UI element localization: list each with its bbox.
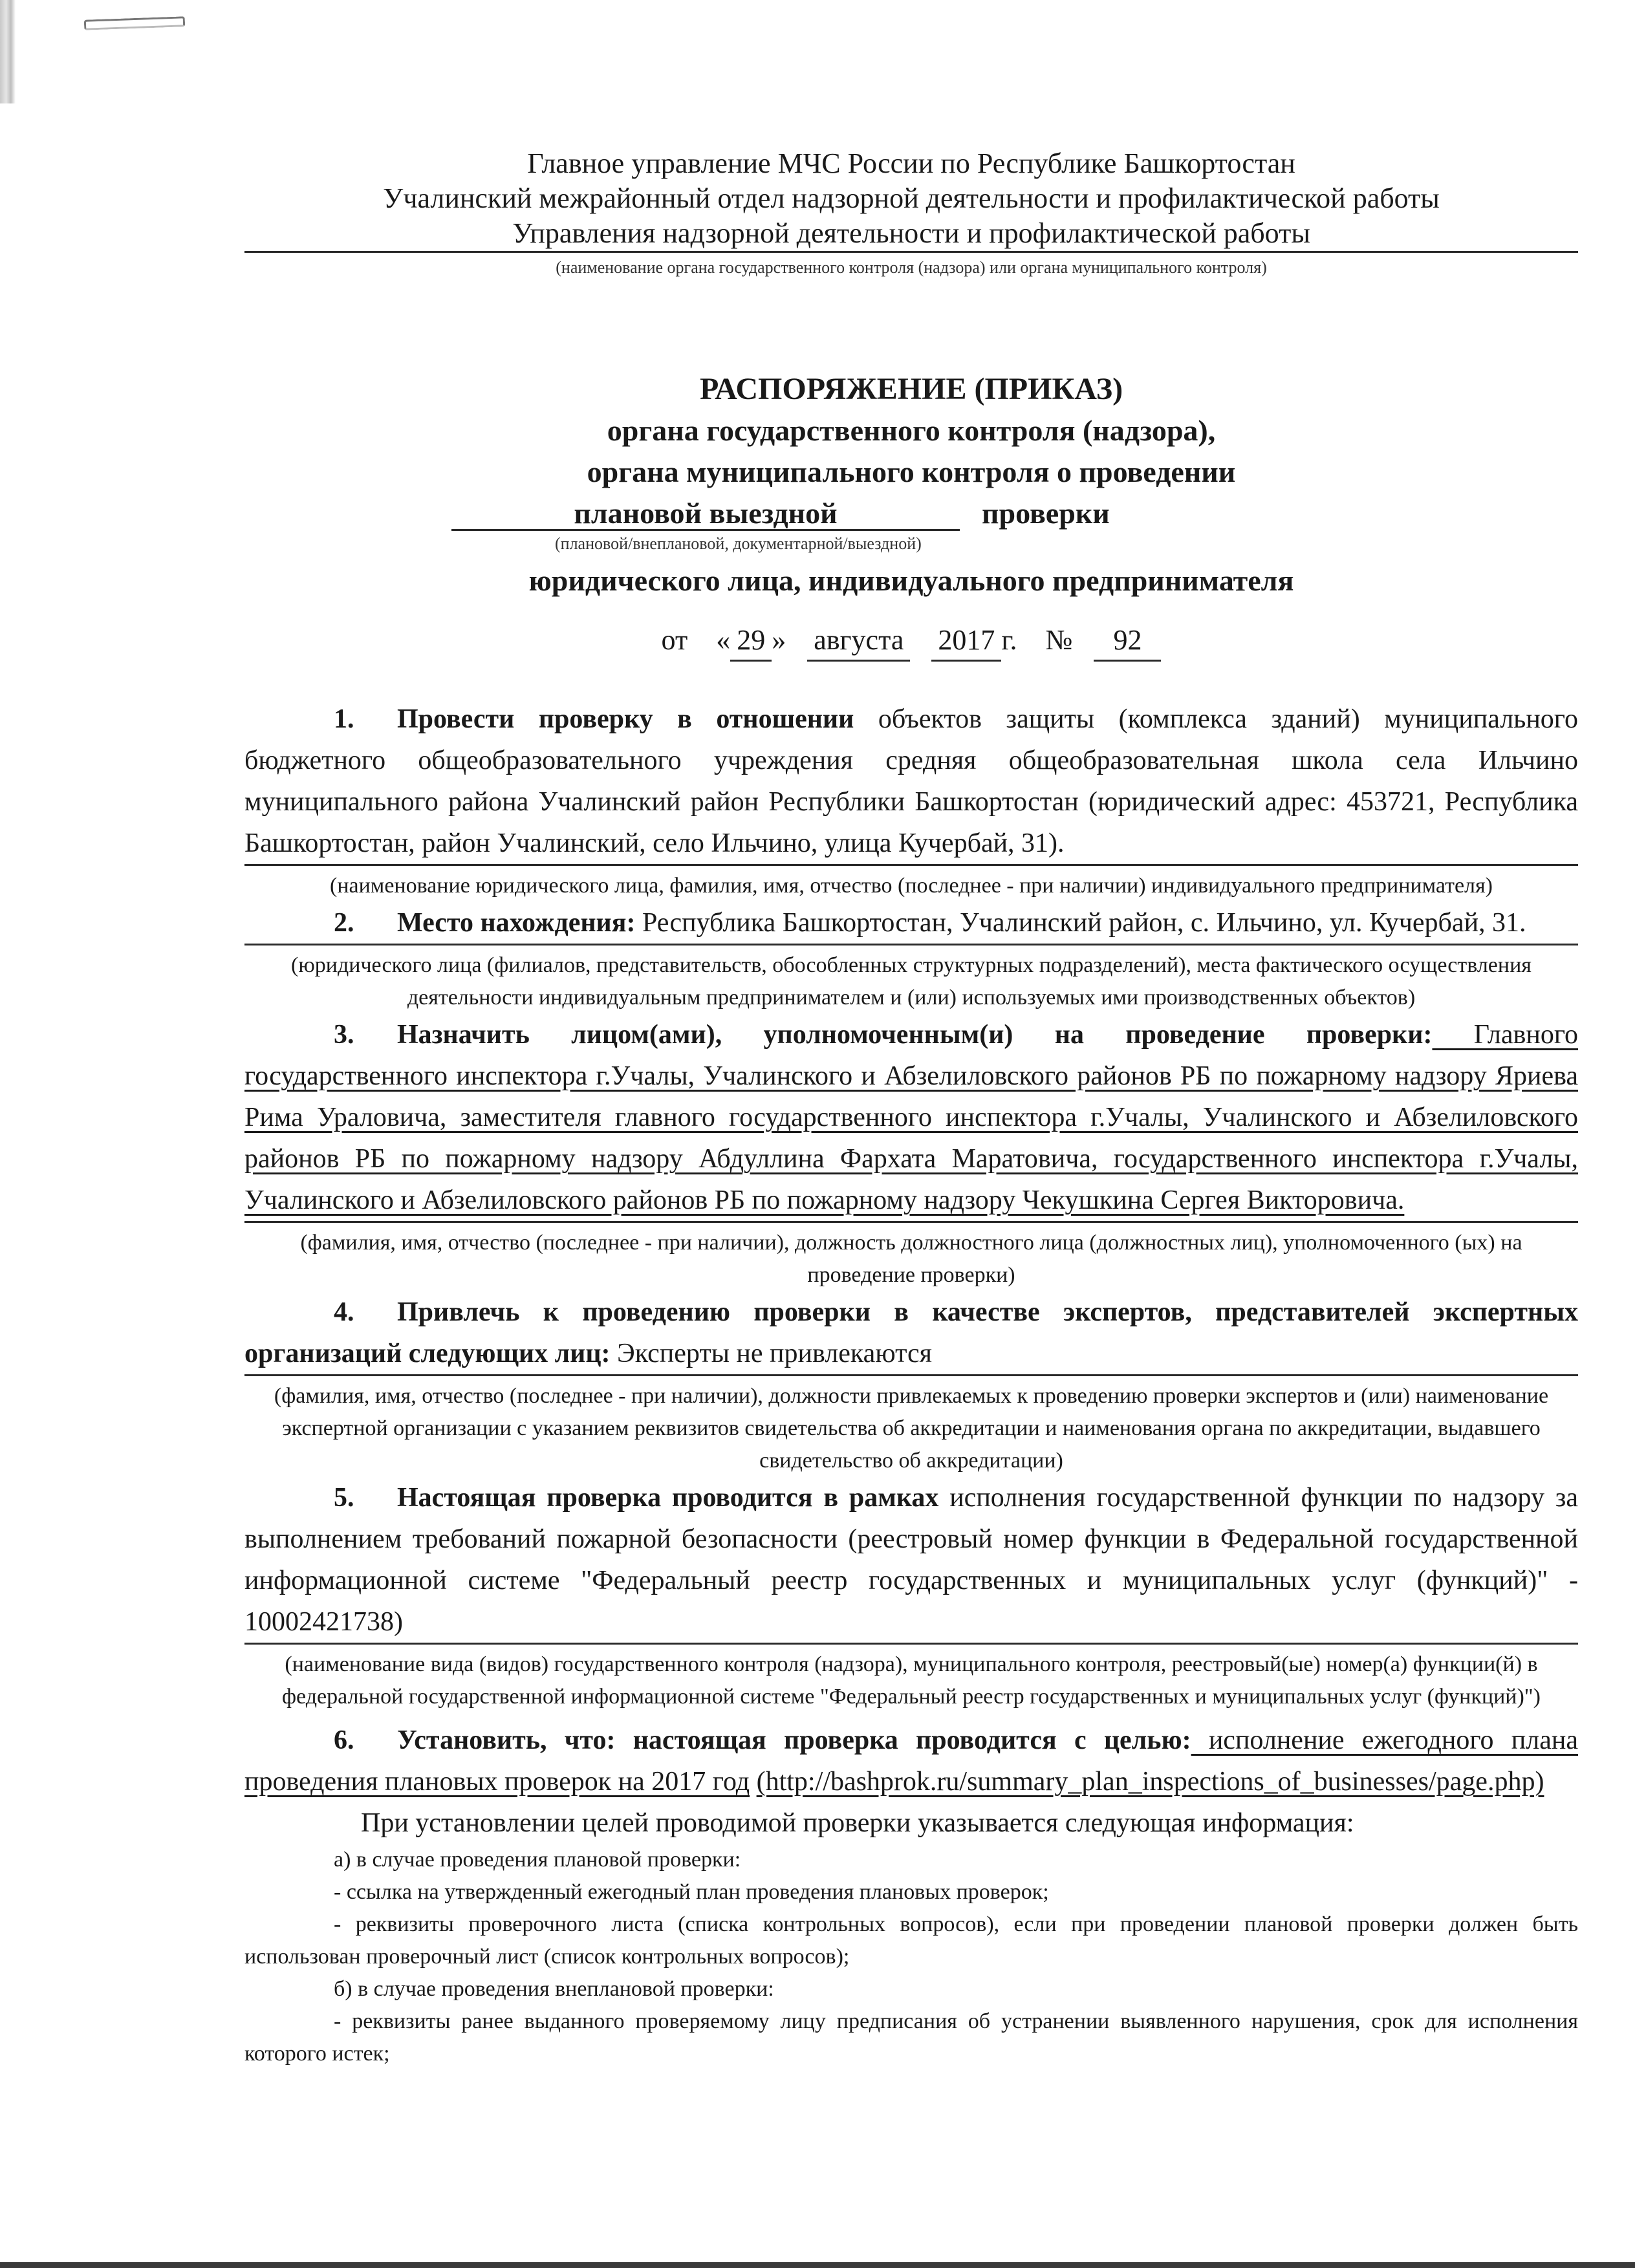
item-2-number: 2. <box>334 908 354 938</box>
item-3-caption: (фамилия, имя, отчество (последнее - при наличии), должность должностного лица (должностных лиц), уполномоченного (ых) на проведение проверки) <box>300 1231 1522 1287</box>
item-6 <box>244 1720 1578 1802</box>
document-title: РАСПОРЯЖЕНИЕ (ПРИКАЗ) <box>699 372 1123 406</box>
item-1-caption: (наименование юридического лица, фамилия, имя, отчество (последнее - при наличии) индивидуального предпринимателя) <box>330 874 1493 898</box>
order-body <box>244 698 1578 2070</box>
unplanned-case-label: б) в случае проведения внеплановой проверки: <box>334 1977 774 2001</box>
item-3-heading: Назначить лицом(ами), уполномоченным(и) на проведение проверки: <box>397 1020 1433 1050</box>
planned-case-label: а) в случае проведения плановой проверки: <box>334 1848 741 1872</box>
order-date-line <box>244 621 1578 662</box>
item-2-caption: (юридического лица (филиалов, представительств, обособленных структурных подразделений), места фактического осуществления деятельности индивидуальным предпринимателем и (или) используемых ими производственных объектов) <box>291 953 1532 1010</box>
item-6-heading: Установить, что: настоящая проверка проводится с целью: <box>397 1725 1191 1755</box>
item-4-caption: (фамилия, имя, отчество (последнее - при наличии), должности привлекаемых к проведению проверки экспертов и (или) наименование экспертной организации с указанием реквизитов свидетельства об аккредитации и наименования органа по аккредитации, выдавшего свидетельство об аккредитации) <box>274 1384 1549 1473</box>
item-1-heading: Провести проверку в отношении <box>397 704 854 734</box>
issuing-authority-block <box>244 146 1578 279</box>
item-5-caption: (наименование вида (видов) государственного контроля (надзора), муниципального контроля, реестровый(ые) номер(а) функции(й) в федеральной государственной информационной системе "Федеральный реестр государственных и муниципальных услуг (функций)") <box>282 1652 1541 1709</box>
order-year: 2017 <box>931 621 1001 662</box>
item-4-heading: Привлечь к проведению проверки в качестве экспертов, представителей экспертных организаций следующих лиц: <box>244 1297 1578 1368</box>
order-month: августа <box>807 621 910 662</box>
date-prefix: от <box>661 624 688 656</box>
item-3 <box>244 1014 1578 1223</box>
item-5-heading: Настоящая проверка проводится в рамках <box>397 1483 939 1513</box>
planned-case-item: - ссылка на утвержденный ежегодный план проведения плановых проверок; <box>334 1880 1049 1904</box>
item-2-text: Республика Башкортостан, Учалинский район, с. Ильчино, ул. Кучербай, 31. <box>635 908 1526 938</box>
authority-line-1: Главное управление МЧС России по Республике Башкортостан <box>527 147 1295 179</box>
document-title-block <box>244 369 1578 601</box>
date-open-quote: « <box>716 624 731 656</box>
item-1-number: 1. <box>334 704 354 734</box>
item-4-text: Эксперты не привлекаются <box>610 1339 932 1368</box>
date-close-quote: » <box>772 624 786 656</box>
order-day: 29 <box>730 621 772 662</box>
plan-link[interactable]: (http://bashprok.ru/summary_plan_inspections_of_businesses/page.php) <box>756 1767 1544 1797</box>
item-5-number: 5. <box>334 1483 354 1513</box>
item-4-number: 4. <box>334 1297 354 1327</box>
authority-line-2: Учалинский межрайонный отдел надзорной деятельности и профилактической работы <box>383 182 1440 214</box>
item-2-heading: Место нахождения: <box>397 908 636 938</box>
title-line-3: органа муниципального контроля о проведении <box>587 455 1236 488</box>
title-line-5: юридического лица, индивидуального предпринимателя <box>528 564 1294 597</box>
inspection-kind-line <box>244 493 1578 534</box>
inspection-word: проверки <box>982 497 1110 530</box>
unplanned-case-item: - реквизиты ранее выданного проверяемому лицу предписания об устранении выявленного нарушения, срок для исполнения которого истек; <box>244 2009 1578 2066</box>
item-1-text: объектов защиты (комплекса зданий) муниципального бюджетного общеобразовательного учреждения средняя общеобразовательная школа села Ильчино муниципального района Учалинский район Республики Башкортостан (юридический адрес: 453721, Республика Башкортостан, район Учалинский, село Ильчино, улица Кучербай, 31). <box>244 704 1578 858</box>
item-5 <box>244 1477 1578 1645</box>
goals-info-intro: При установлении целей проводимой проверки указывается следующая информация: <box>361 1808 1354 1838</box>
title-line-2: органа государственного контроля (надзора), <box>607 414 1216 447</box>
goals-info-list <box>244 1844 1578 2070</box>
item-3-number: 3. <box>334 1020 354 1050</box>
item-6-text: исполнение ежегодного плана проведения плановых проверок на 2017 год <box>244 1725 1579 1797</box>
planned-case-item: - реквизиты проверочного листа (списка контрольных вопросов), если при проведении плановой проверки должен быть использован проверочный лист (список контрольных вопросов); <box>244 1912 1578 1969</box>
item-5-text: исполнения государственной функции по надзору за выполнением требований пожарной безопасности (реестровый номер функции в Федеральной государственной информационной системе "Федеральный реестр государственных и муниципальных услуг (функций)" - 10002421738) <box>244 1483 1579 1637</box>
number-sign: № <box>1045 624 1073 656</box>
item-4 <box>244 1291 1578 1376</box>
inspection-kind-field: плановой выездной <box>451 493 960 531</box>
item-6-number: 6. <box>334 1725 354 1755</box>
item-1 <box>244 698 1578 866</box>
scan-edge-left <box>0 0 16 103</box>
order-number: 92 <box>1094 621 1161 662</box>
item-3-text: Главного государственного инспектора г.Учалы, Учалинского и Абзелиловского районов РБ по пожарному надзору Яриева Рима Ураловича, заместителя главного государственного инспектора г.Учалы, Учалинского и Абзелиловского районов РБ по пожарному надзору Абдуллина Фархата Маратовича, государственного инспектора г.Учалы, Учалинского и Абзелиловского районов РБ по пожарному надзору Чекушкина Сергея Викторовича. <box>244 1020 1578 1215</box>
authority-caption: (наименование органа государственного контроля (надзора) или органа муниципального контроля) <box>556 258 1267 277</box>
year-suffix: г. <box>1001 624 1017 656</box>
item-2 <box>244 902 1578 945</box>
inspection-kind-caption: (плановой/внеплановой, документарной/выездной) <box>555 534 922 553</box>
authority-line-3: Управления надзорной деятельности и профилактической работы <box>244 216 1578 253</box>
staple-mark <box>84 16 185 30</box>
scan-edge-bottom <box>0 2262 1635 2268</box>
